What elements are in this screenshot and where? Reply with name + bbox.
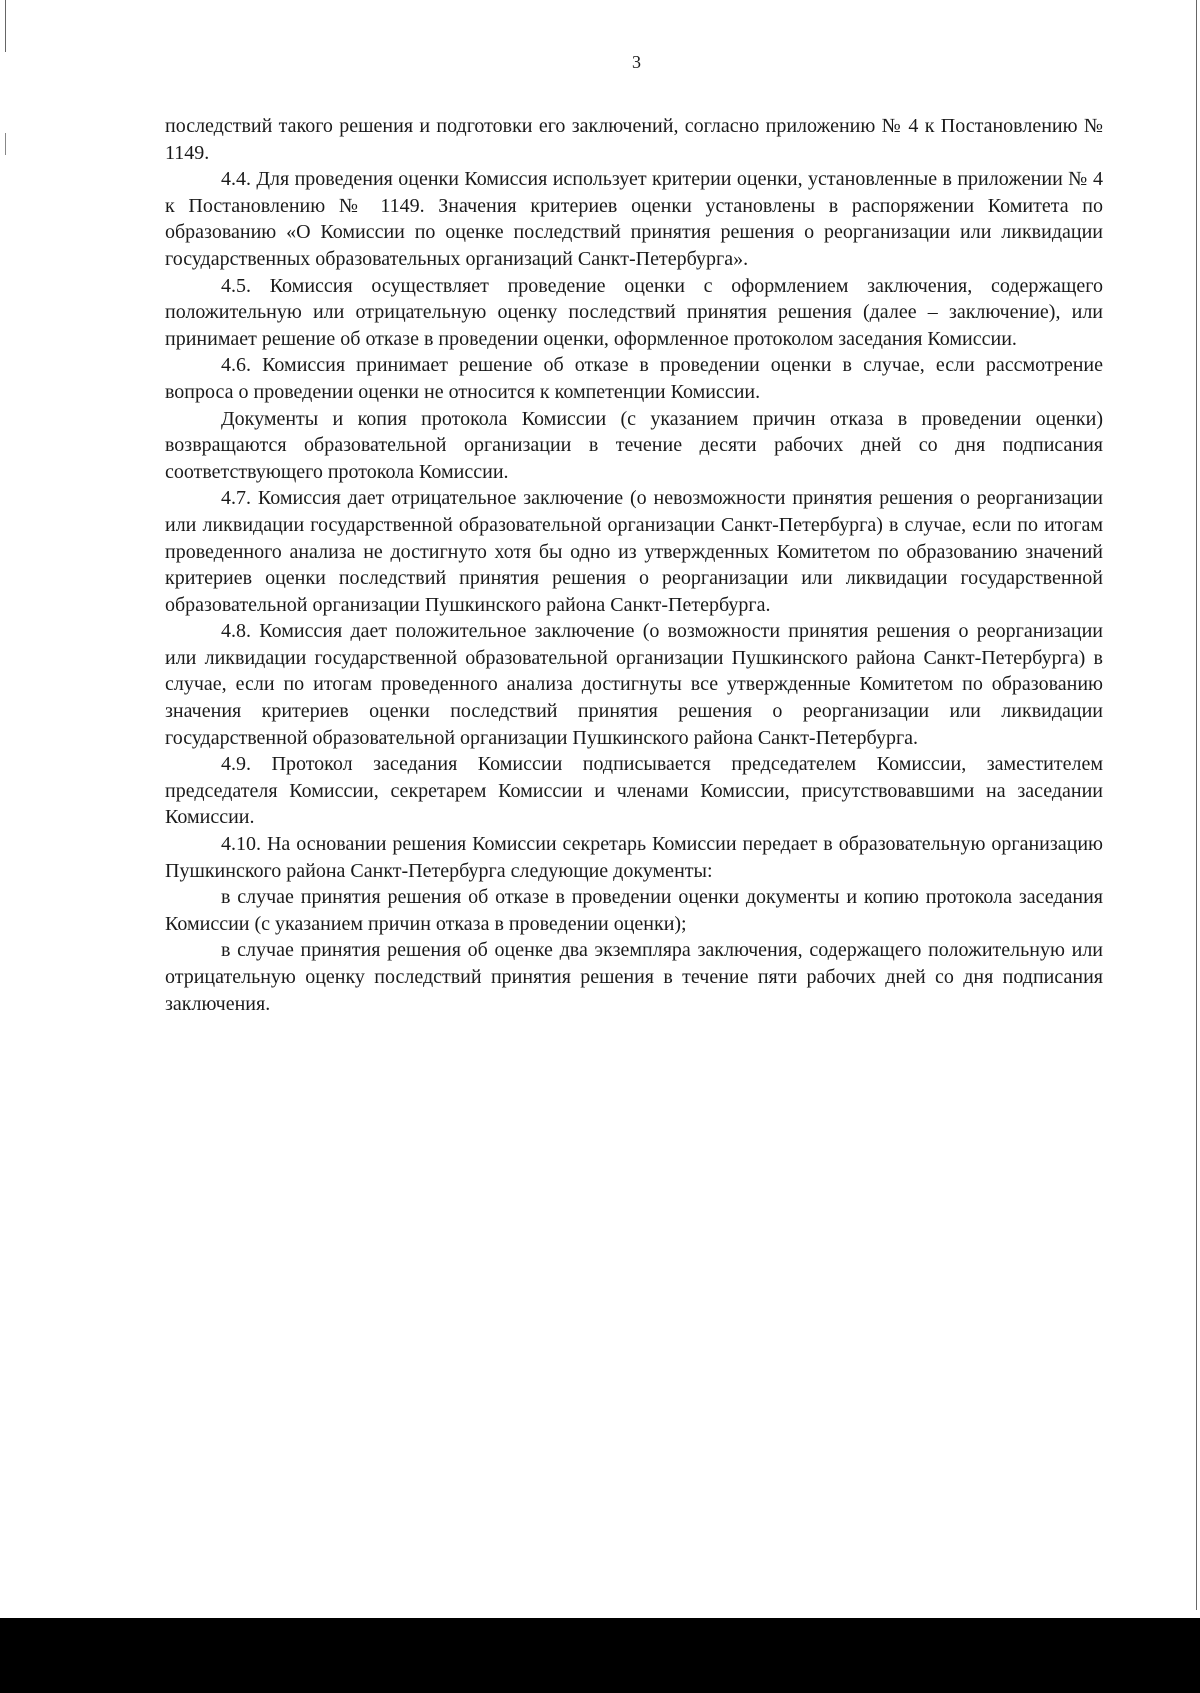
paragraph-4-4: 4.4. Для проведения оценки Комиссия использует критерии оценки, установленные в приложении № 4 к Постановлению № 1149. Значения критериев оценки установлены в распоряжении Комитета по образованию «О Комиссии по оценке последствий принятия решения о реорганизации или ликвидации государственных образовательных организаций Санкт-Петербурга». xyxy=(165,168,1103,270)
paragraph-4-6: 4.6. Комиссия принимает решение об отказе в проведении оценки в случае, если рассмотрение вопроса о проведении оценки не относится к компетенции Комиссии. xyxy=(165,354,1103,403)
paragraph-4-7: 4.7. Комиссия дает отрицательное заключение (о невозможности принятия решения о реорганизации или ликвидации государственной образовательной организации Санкт-Петербурга) в случае, если по итогам проведенного анализа не достигнуто хотя бы одно из утвержденных Комитетом по образованию значений критериев оценки последствий принятия решения о реорганизации или ликвидации государственной образовательной организации Пушкинского района Санкт-Петербурга. xyxy=(165,487,1103,616)
paragraph-4-10: 4.10. На основании решения Комиссии секретарь Комиссии передает в образовательную организацию Пушкинского района Санкт-Петербурга следующие документы: xyxy=(165,833,1103,882)
paragraph-continuation: последствий такого решения и подготовки его заключений, согласно приложению № 4 к Постановлению № 1149. xyxy=(165,115,1103,164)
scan-edge-mark xyxy=(5,0,6,52)
scan-edge-mark xyxy=(1196,0,1197,1610)
paragraph-4-8: 4.8. Комиссия дает положительное заключение (о возможности принятия решения о реорганизации или ликвидации государственной образовательной организации Пушкинского района Санкт-Петербурга) в случае, если по итогам проведенного анализа достигнуты все утвержденные Комитетом по образованию значения критериев оценки последствий принятия решения о реорганизации или ликвидации государственной образовательной организации Пушкинского района Санкт-Петербурга. xyxy=(165,620,1103,749)
paragraph-assessment-case: в случае принятия решения об оценке два экземпляра заключения, содержащего положительную или отрицательную оценку последствий принятия решения в течение пяти рабочих дней со дня подписания заключения. xyxy=(165,939,1103,1015)
page-number: 3 xyxy=(632,52,641,72)
paragraph-4-9: 4.9. Протокол заседания Комиссии подписывается председателем Комиссии, заместителем председателя Комиссии, секретарем Комиссии и членами Комиссии, присутствовавшими на заседании Комиссии. xyxy=(165,753,1103,829)
paragraph-4-5: 4.5. Комиссия осуществляет проведение оценки с оформлением заключения, содержащего положительную или отрицательную оценку последствий принятия решения (далее – заключение), или принимает решение об отказе в проведении оценки, оформленное протоколом заседания Комиссии. xyxy=(165,274,1103,350)
document-body xyxy=(165,113,1103,1017)
paragraph-refusal-case: в случае принятия решения об отказе в проведении оценки документы и копию протокола заседания Комиссии (с указанием причин отказа в проведении оценки); xyxy=(165,886,1103,935)
scan-bottom-band xyxy=(0,1618,1200,1693)
paragraph-documents-return: Документы и копия протокола Комиссии (с указанием причин отказа в проведении оценки) возвращаются образовательной организации в течение десяти рабочих дней со дня подписания соответствующего протокола Комиссии. xyxy=(165,407,1103,483)
scan-edge-mark xyxy=(5,133,6,155)
